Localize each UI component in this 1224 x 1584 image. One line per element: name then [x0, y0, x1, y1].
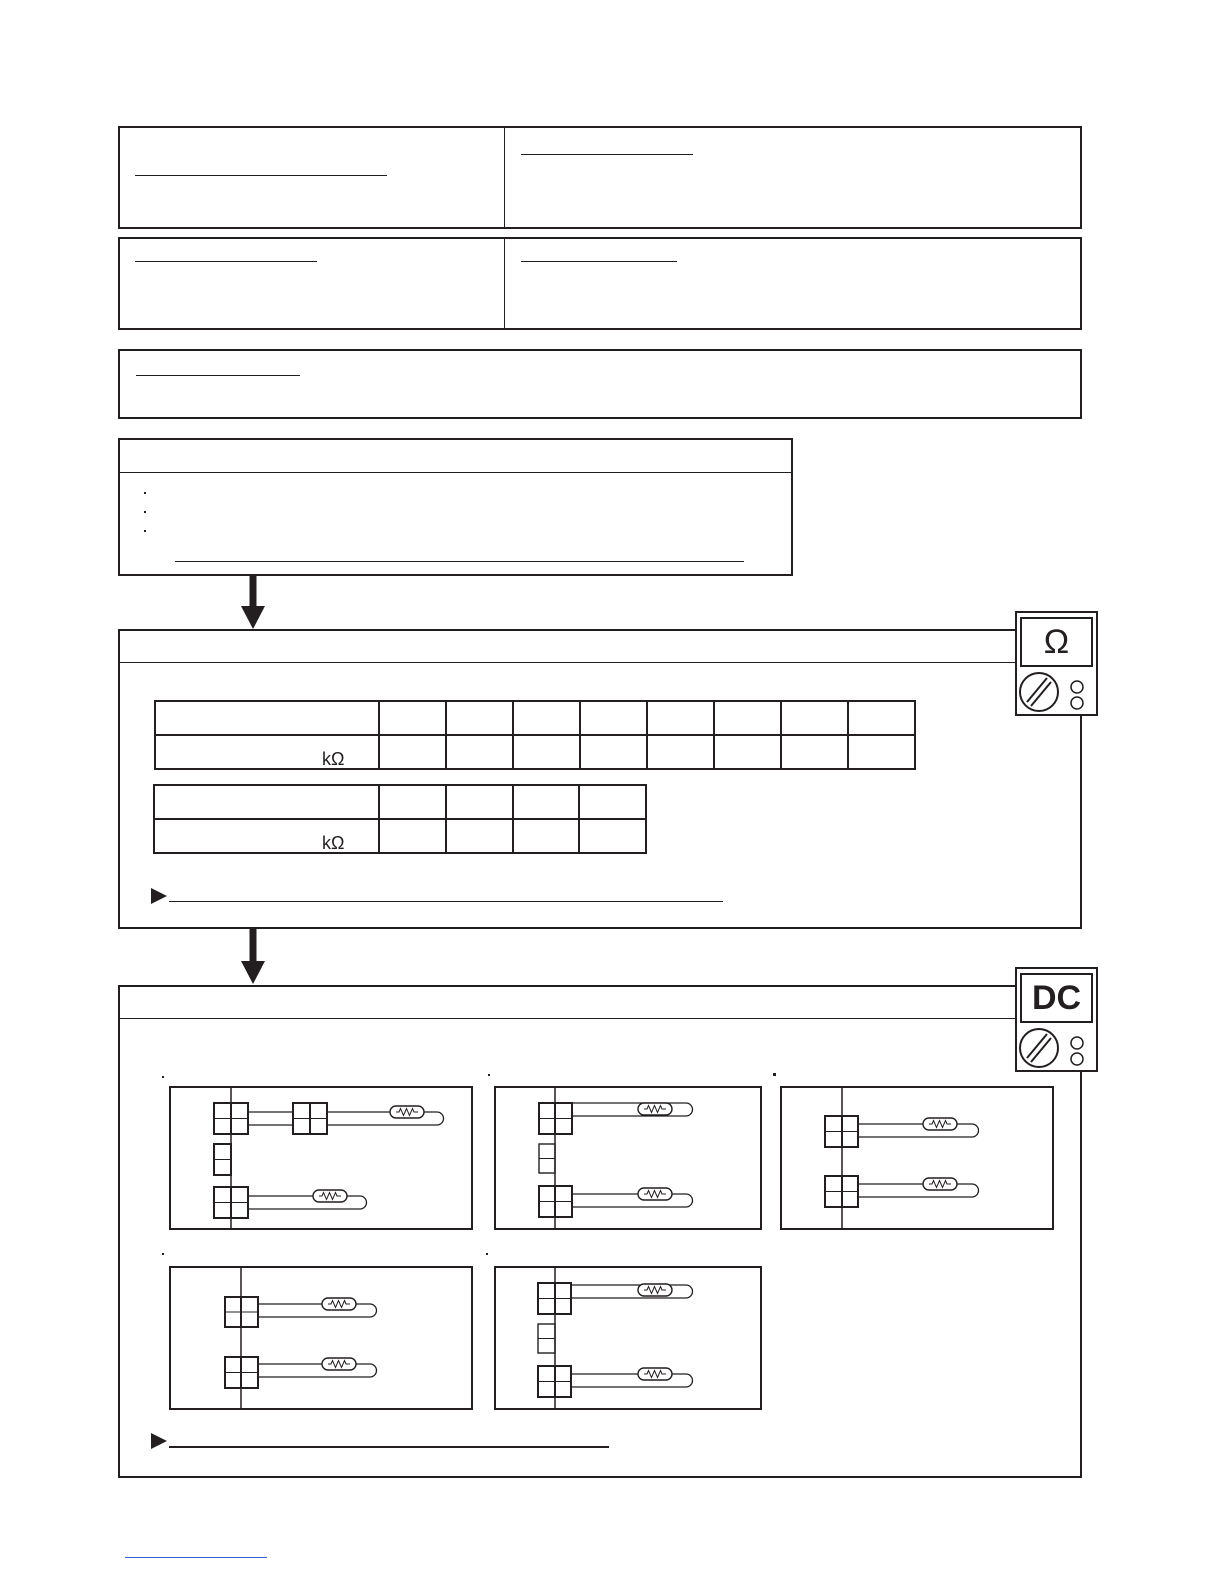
- table-cell: [781, 735, 848, 769]
- resistance-table-1-unit: kΩ: [322, 749, 345, 769]
- table-row: [154, 819, 646, 853]
- step-3-box: [118, 985, 1082, 1478]
- table-cell: [579, 819, 646, 853]
- table-row: [155, 735, 915, 769]
- table-cell: [379, 819, 446, 853]
- step-3-result-underline: [169, 1446, 609, 1448]
- step-1-box: [118, 438, 793, 576]
- table-cell: [379, 735, 446, 769]
- dc-meter-display: DC: [1031, 979, 1082, 1017]
- step-1-bullet-3: [144, 530, 146, 532]
- result-arrow-icon: [150, 1432, 168, 1450]
- step-2-header-rule: [119, 662, 1017, 663]
- flow-arrow-1: [240, 576, 266, 630]
- table-row: [155, 701, 915, 735]
- info-box-top-left-underline: [135, 175, 387, 176]
- table-cell: [446, 785, 513, 819]
- table-cell: [647, 701, 714, 735]
- table-cell: [781, 701, 848, 735]
- info-box-second-divider: [504, 238, 505, 329]
- footer-link-underline[interactable]: [125, 1557, 267, 1558]
- table-cell: [446, 735, 513, 769]
- table-cell: [714, 735, 781, 769]
- info-box-top-divider: [504, 127, 505, 228]
- table-cell: [513, 819, 580, 853]
- resistance-table-1: [154, 700, 916, 770]
- step-1-bullet-1: [144, 492, 146, 494]
- table-cell: [446, 819, 513, 853]
- table-row: [154, 785, 646, 819]
- table-cell: [155, 701, 379, 735]
- step-2-box: [118, 629, 1082, 929]
- step-2-result-underline: [169, 901, 723, 902]
- table-cell: [446, 701, 513, 735]
- flow-arrow-2: [240, 929, 266, 985]
- info-box-top-right-underline: [521, 154, 693, 155]
- table-cell: [848, 735, 915, 769]
- info-box-second-left-underline: [135, 261, 317, 262]
- table-cell: [155, 735, 379, 769]
- ohmmeter-display: Ω: [1043, 623, 1070, 661]
- table-cell: [154, 785, 379, 819]
- resistance-table-2: [153, 784, 647, 854]
- info-box-third-underline: [136, 375, 300, 376]
- resistance-table-2-unit: kΩ: [322, 833, 345, 853]
- table-cell: [579, 785, 646, 819]
- table-cell: [379, 785, 446, 819]
- table-cell: [647, 735, 714, 769]
- table-cell: [154, 819, 379, 853]
- table-cell: [379, 701, 446, 735]
- table-cell: [714, 701, 781, 735]
- result-arrow-icon: [150, 887, 168, 905]
- table-cell: [580, 735, 647, 769]
- step-3-header-rule: [119, 1018, 1017, 1019]
- step-1-underline: [175, 561, 744, 562]
- info-box-third: [118, 349, 1082, 419]
- info-box-second-right-underline: [521, 261, 677, 262]
- table-cell: [580, 701, 647, 735]
- table-cell: [513, 785, 580, 819]
- step-1-bullet-2: [144, 511, 146, 513]
- table-cell: [848, 701, 915, 735]
- table-cell: [513, 701, 580, 735]
- step-1-header-rule: [119, 472, 792, 473]
- info-box-top: [118, 126, 1082, 229]
- table-cell: [513, 735, 580, 769]
- info-box-second: [118, 237, 1082, 330]
